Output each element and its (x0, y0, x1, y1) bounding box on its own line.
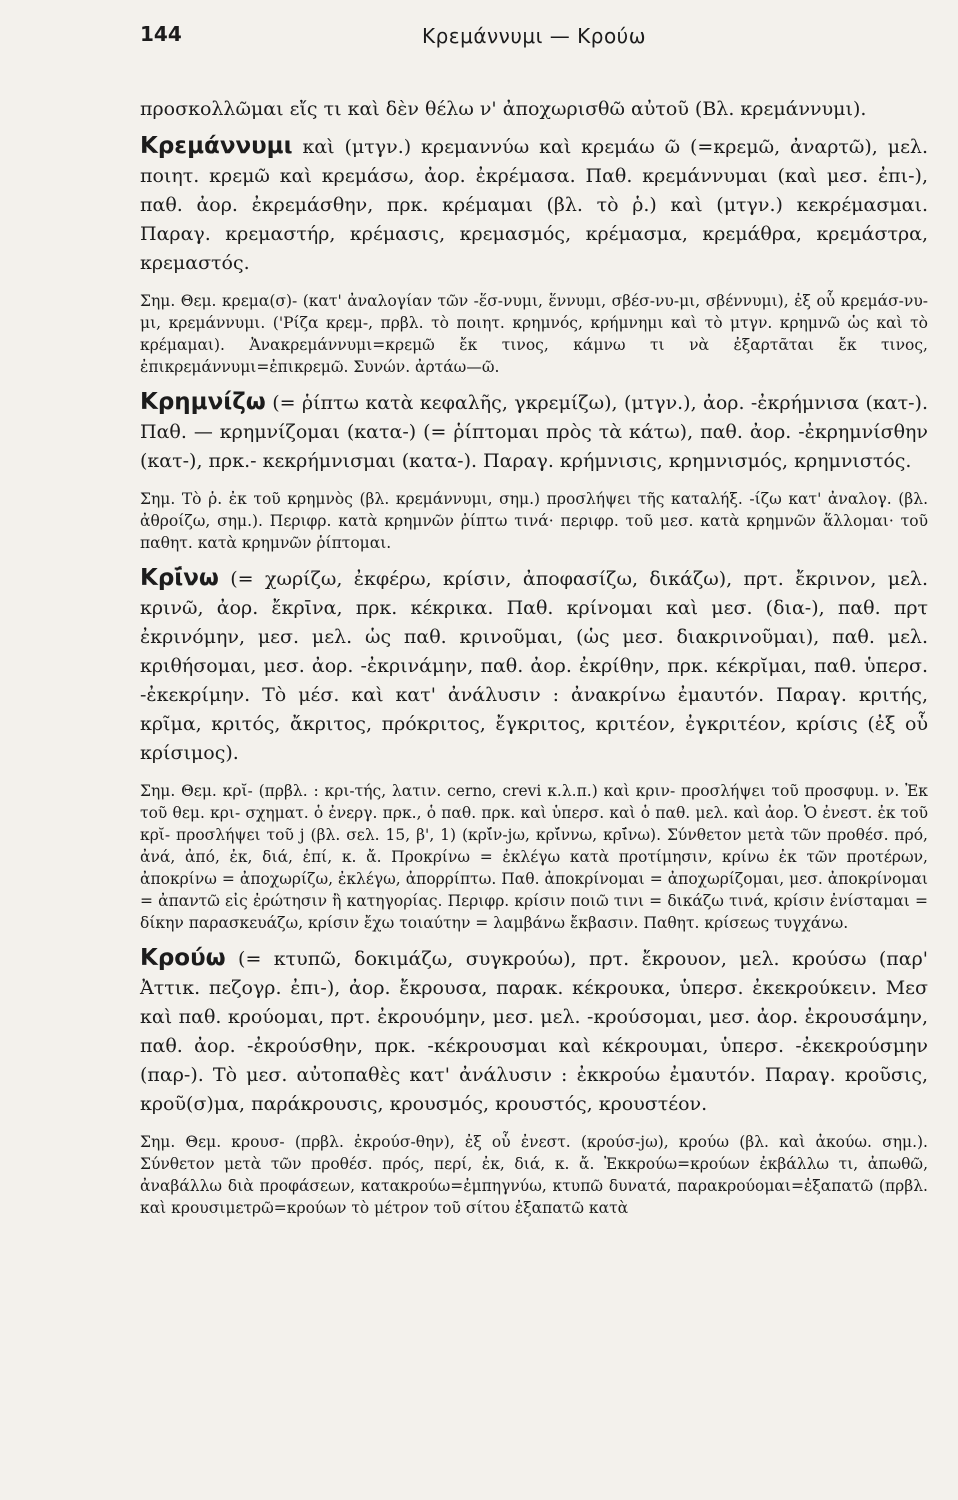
entry-body: καὶ (μτγν.) κρεμαννύω καὶ κρεμάω ῶ (=κρεμῶ, ἀναρτῶ), μελ. ποιητ. κρεμῶ καὶ κρεμάσω, ἀορ. ἐκρέμασα. Παθ. κρεμάννυμαι (καὶ μεσ. ἐπι-), παθ. ἀορ. ἐκρεμάσθην, πρκ. κρέμαμαι (βλ. τὸ ῥ.) καὶ (μτγν.) κεκρέμασμαι. Παραγ. κρεμαστήρ, κρέμασις, κρεμασμός, κρέμασμα, κρεμάθρα, κρεμάστρα, κρεμαστός. (140, 136, 928, 274)
page-number: 144 (140, 22, 182, 46)
entry-kremannymi (140, 132, 928, 278)
note-krouo: Σημ. Θεμ. κρουσ- (πρβλ. ἐκρούσ-θην), ἐξ οὗ ἐνεστ. (κρούσ-jω), κρούω (βλ. καὶ ἀκούω. σημ.). Σύνθετον μετὰ τῶν προθέσ. πρός, περί, ἐκ, διά, κ. ἄ. Ἐκκρούω=κρούων ἐκβάλλω τι, ἀπωθῶ, ἀναβάλλω διὰ προφάσεων, κατακρούω=ἐμπηγνύω, κτυπῶ δυνατά, παρακρούομαι=ἐξαπατῶ (πρβλ. καὶ κρουσιμετρῶ=κρούων τὸ μέτρον τοῦ σίτου ἐξαπατῶ κατὰ (140, 1133, 928, 1217)
note-kremannymi: Σημ. Θεμ. κρεμα(σ)- (κατ' ἀναλογίαν τῶν -ἕσ-νυμι, ἕννυμι, σβέσ-νυ-μι, σβέννυμι), ἐξ οὗ κρεμάσ-νυ-μι, κρεμάννυμι. ('Ρίζα κρεμ-, πρβλ. τὸ ποιητ. κρημνός, κρήμνημι καὶ τὸ μτγν. κρημνῶ ὡς καὶ τὸ κρέμαμαι). Ἀνακρεμάννυμι=κρεμῶ ἔκ τινος, κάμνω τι νὰ ἐξαρτᾶται ἔκ τινος, ἐπικρεμάννυμι=ἐπικρεμῶ. Συνών. ἀρτάω—ῶ. (140, 292, 928, 376)
headword: Κρημνίζω (140, 389, 266, 415)
running-title: Κρεμάννυμι — Κρούω (421, 24, 647, 48)
entry-body: (= ῥίπτω κατὰ κεφαλῆς, γκρεμίζω), (μτγν.), ἀορ. -ἐκρήμνισα (κατ-). Παθ. — κρημνίζομαι (κατα-) (= ῥίπτομαι πρὸς τὰ κάτω), παθ. ἀορ. -ἐκρημνίσθην (κατ-), πρκ.- κεκρήμνισμαι (κατα-). Παραγ. κρήμνισις, κρημνισμός, κρημνιστός. (140, 392, 928, 472)
note-kremnizo: Σημ. Τὸ ῥ. ἐκ τοῦ κρημνὸς (βλ. κρεμάννυμι, σημ.) προσλήψει τῆς καταλήξ. -ίζω κατ' ἀναλογ. (βλ. ἀθροίζω, σημ.). Περιφρ. κατὰ κρημνῶν ῥίπτω τινά· περιφρ. τοῦ μεσ. κατὰ κρημνῶν ἅλλομαι· τοῦ παθητ. κατὰ κρημνῶν ῥίπτομαι. (140, 490, 928, 552)
headword: Κρεμάννυμι (140, 133, 293, 159)
headword: Κρούω (140, 945, 226, 971)
note-krino: Σημ. Θεμ. κρῐ- (πρβλ. : κρι-τής, λατιν. cerno, crevi κ.λ.π.) καὶ κριν- προσλήψει τοῦ προσφυμ. ν. Ἐκ τοῦ θεμ. κρι- σχηματ. ὁ ἐνεργ. πρκ., ὁ παθ. πρκ. καὶ ὑπερσ. καὶ ὁ παθ. μελ. καὶ ἀορ. Ὁ ἐνεστ. ἐκ τοῦ κρῐ- προσλήψει τοῦ j (βλ. σελ. 15, β', 1) (κρῐ́ν-jω, κρῐ́ννω, κρῑ́νω). Σύνθετον μετὰ τῶν προθέσ. πρό, ἀνά, ἀπό, ἐκ, διά, ἐπί, κ. ἄ. Προκρίνω = ἐκλέγω κατὰ προτίμησιν, κρίνω ἐκ τῶν προτέρων, ἀποκρίνω = ἀποχωρίζω, ἐκλέγω, ἀπορρίπτω. Παθ. ἀποκρίνομαι = ἀποχωρίζομαι, μεσ. ἀποκρίνομαι = ἀπαντῶ εἰς ἐρώτησιν ἢ κατηγορίας. Περιφρ. κρίσιν ποιῶ τινι = δικάζω τινά, κρίσιν ἐνίσταμαι = δίκην παρασκευάζω, κρίσιν ἔχω τοιαύτην = λαμβάνω ἔκβασιν. Παθητ. κρίσεως τυγχάνω. (140, 782, 928, 932)
entry-krino (140, 564, 928, 768)
page-header (140, 18, 928, 58)
entry-kremnizo (140, 388, 928, 476)
entry-body: (= χωρίζω, ἐκφέρω, κρίσιν, ἀποφασίζω, δικάζω), πρτ. ἔκρινον, μελ. κρινῶ, ἀορ. ἔκρῑνα, πρκ. κέκρικα. Παθ. κρίνομαι καὶ μεσ. (δια-), παθ. πρτ ἐκρινόμην, μεσ. μελ. ὡς παθ. κρινοῦμαι, (ὡς μεσ. διακρινοῦμαι), παθ. μελ. κριθήσομαι, μεσ. ἀορ. -ἐκρινάμην, παθ. ἀορ. ἐκρίθην, πρκ. κέκρῐμαι, παθ. ὑπερσ. -ἐκεκρίμην. Τὸ μέσ. καὶ κατ' ἀνάλυσιν : ἀνακρίνω ἐμαυτόν. Παραγ. κριτής, κρῖμα, κριτός, ἄκριτος, πρόκριτος, ἔγκριτος, κριτέον, ἐγκριτέον, κρίσις (ἐξ οὗ κρίσιμος). (140, 568, 928, 764)
headword: Κρῑ́νω (140, 565, 219, 591)
entry-krouo (140, 944, 928, 1119)
entry-body: (= κτυπῶ, δοκιμάζω, συγκρούω), πρτ. ἔκρουον, μελ. κρούσω (παρ' Ἀττικ. πεζογρ. ἐπι-), ἀορ. ἔκρουσα, παρακ. κέκρουκα, ὑπερσ. ἐκεκρούκειν. Μεσ καὶ παθ. κρούομαι, πρτ. ἐκρουόμην, μεσ. μελ. -κρούσομαι, μεσ. ἀορ. ἐκρουσάμην, παθ. ἀορ. -ἐκρούσθην, πρκ. -κέκρουσμαι καὶ κέκρουμαι, ὑπερσ. -ἐκεκρούσμην (παρ-). Τὸ μεσ. αὐτοπαθὲς κατ' ἀνάλυσιν : ἐκκρούω ἐμαυτόν. Παραγ. κροῦσις, κροῦ(σ)μα, παράκρουσις, κρουσμός, κρουστός, κρουστέον. (140, 948, 928, 1115)
continuation-text: προσκολλῶμαι εἴς τι καὶ δὲν θέλω ν' ἀποχωρισθῶ αὐτοῦ (Βλ. κρεμάννυμι). (140, 98, 867, 120)
